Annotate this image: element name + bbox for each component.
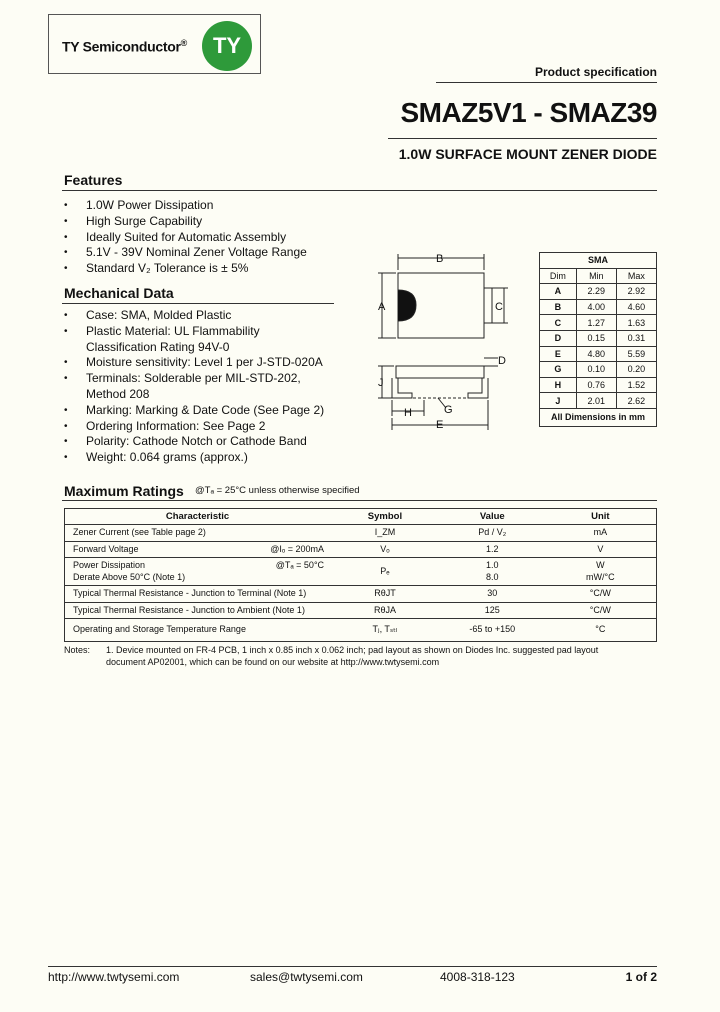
dim-label-e: E — [436, 419, 444, 431]
page-title: SMAZ5V1 - SMAZ39 — [400, 97, 657, 128]
table-row: @Tₐ = 50°C Power Dissipation Derate Above 50°C (Note 1) Pₑ 1.0 8.0 W mW/°C — [65, 558, 657, 586]
features-list — [64, 198, 307, 277]
table-row: D 0.15 0.31 — [540, 330, 657, 346]
product-specification-label: Product specification — [534, 65, 657, 79]
ratings-heading: Maximum Ratings — [64, 483, 184, 499]
table-row: E 4.80 5.59 — [540, 346, 657, 362]
divider — [62, 500, 657, 501]
list-item: • Ideally Suited for Automatic Assembly — [64, 230, 307, 246]
footer-page-number: 1 of 2 — [625, 970, 657, 984]
dim-label-j: J — [378, 377, 384, 389]
table-row: Operating and Storage Temperature Range Tⱼ, Tₛₜₗ -65 to +150 °C — [65, 619, 657, 642]
table-row: Typical Thermal Resistance - Junction to Ambient (Note 1) RθJA 125 °C/W — [65, 602, 657, 619]
dimension-table — [539, 252, 657, 427]
cathode-band — [398, 290, 416, 321]
list-item: • Polarity: Cathode Notch or Cathode Band — [64, 434, 336, 450]
list-item: • 5.1V - 39V Nominal Zener Voltage Range — [64, 245, 307, 261]
table-row: G 0.10 0.20 — [540, 362, 657, 378]
list-item: • 1.0W Power Dissipation — [64, 198, 307, 214]
list-item: • Ordering Information: See Page 2 — [64, 419, 336, 435]
company-name: TY Semiconductor® — [62, 38, 187, 55]
dim-label-d: D — [498, 355, 506, 367]
dim-label-a: A — [378, 301, 386, 313]
divider — [62, 190, 657, 191]
table-header: Symbol — [330, 509, 440, 525]
dim-label-g: G — [444, 404, 453, 416]
page-subtitle: 1.0W SURFACE MOUNT ZENER DIODE — [398, 146, 657, 162]
package-outline-diagram — [368, 248, 538, 438]
list-item: • Weight: 0.064 grams (approx.) — [64, 450, 336, 466]
footer-divider — [48, 966, 657, 967]
dim-label-b: B — [436, 253, 444, 265]
ratings-table — [64, 508, 657, 642]
list-item: • Marking: Marking & Date Code (See Page 2) — [64, 403, 336, 419]
divider — [388, 138, 657, 139]
table-header: Unit — [545, 509, 657, 525]
table-header: Value — [440, 509, 545, 525]
table-row: A 2.29 2.92 — [540, 284, 657, 300]
table-header: Max — [616, 268, 656, 284]
mechanical-heading: Mechanical Data — [64, 285, 174, 301]
table-row: C 1.27 1.63 — [540, 315, 657, 331]
table-row: J 2.01 2.62 — [540, 393, 657, 409]
ratings-condition: @Tₐ = 25°C unless otherwise specified — [195, 485, 360, 496]
notes — [64, 644, 626, 668]
list-item: • Plastic Material: UL Flammability Classification Rating 94V-0 — [64, 324, 294, 356]
table-row: Typical Thermal Resistance - Junction to Terminal (Note 1) RθJT 30 °C/W — [65, 586, 657, 603]
table-row: B 4.00 4.60 — [540, 299, 657, 315]
table-row: Forward Voltage @Iₒ = 200mA Vₒ 1.2 V — [65, 541, 657, 558]
note-1: 1. Device mounted on FR-4 PCB, 1 inch x 0.85 inch x 0.062 inch; pad layout as shown on Diodes Inc. suggested pad layout document AP02001, which can be found on our website at http://www.twtysemi.com — [106, 645, 599, 667]
footer-email[interactable]: sales@twtysemi.com — [250, 970, 363, 984]
mechanical-list — [64, 308, 336, 466]
table-header: Characteristic — [65, 509, 331, 525]
list-item: • High Surge Capability — [64, 214, 307, 230]
table-header: Min — [576, 268, 616, 284]
notes-label: Notes: — [64, 645, 91, 655]
list-item: • Case: SMA, Molded Plastic — [64, 308, 336, 324]
dim-label-h: H — [404, 407, 412, 419]
dimension-table-title: SMA — [540, 253, 657, 269]
divider — [436, 82, 657, 83]
table-row: H 0.76 1.52 — [540, 377, 657, 393]
table-row: Zener Current (see Table page 2) I_ZM Pd / V₂ mA — [65, 525, 657, 542]
divider — [62, 303, 334, 304]
dimension-table-footer: All Dimensions in mm — [540, 408, 657, 426]
dim-label-c: C — [495, 301, 503, 313]
features-heading: Features — [64, 172, 123, 188]
list-item: • Terminals: Solderable per MIL-STD-202, Method 208 — [64, 371, 314, 403]
footer-phone: 4008-318-123 — [440, 970, 515, 984]
table-header: Dim — [540, 268, 577, 284]
list-item: • Moisture sensitivity: Level 1 per J-STD-020A — [64, 355, 336, 371]
list-item: • Standard V₂ Tolerance is ± 5% — [64, 261, 307, 277]
footer-url[interactable]: http://www.twtysemi.com — [48, 970, 180, 984]
company-logo: TY — [202, 21, 252, 71]
